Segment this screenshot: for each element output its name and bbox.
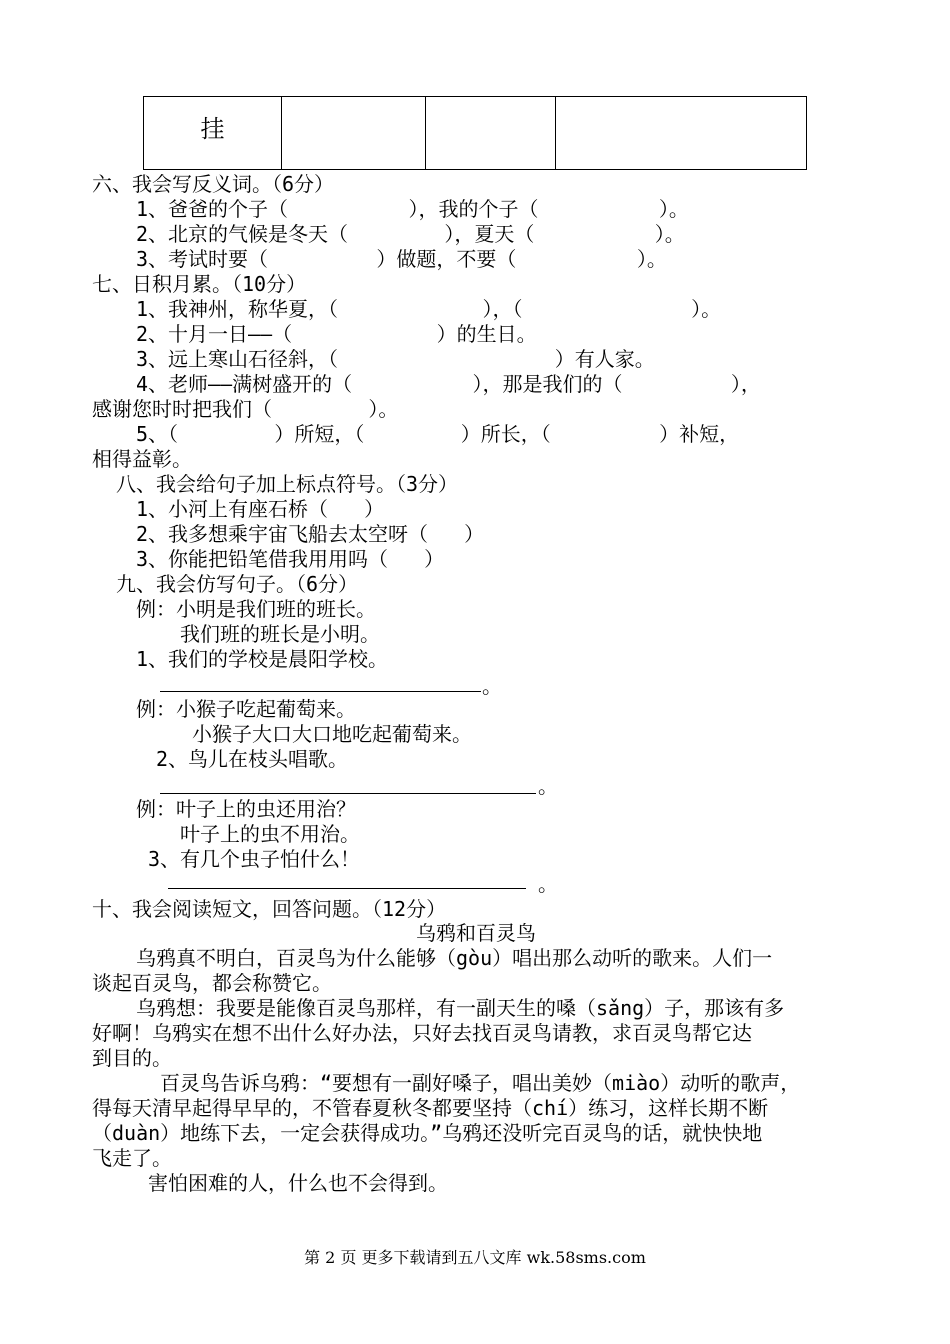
s7-item-5: 5、（ ）所短，（ ）所长，（ ）补短， — [136, 422, 740, 446]
story-p3-cont-1: 得每天清早起得早早的，不管春夏秋冬都要坚持（chí）练习，这样长期不断 — [92, 1096, 769, 1120]
answer-line-2[interactable] — [160, 793, 536, 794]
s7-item-1: 1、我神州，称华夏，（ ），（ ）。 — [136, 297, 722, 321]
story-p3: 百灵鸟告诉乌鸦：“要想有一副好嗓子，唱出美妙（miào）动听的歌声， — [160, 1071, 801, 1095]
s8-item-1: 1、小河上有座石桥（ ） — [136, 497, 385, 521]
s7-item-5-cont: 相得益彰。 — [92, 447, 192, 471]
s9-question-1: 1、我们的学校是晨阳学校。 — [136, 647, 389, 671]
s9-example-3-answer: 叶子上的虫不用治。 — [180, 822, 360, 846]
table-cell — [144, 97, 282, 170]
answer-line-3-period: 。 — [538, 872, 558, 896]
story-p1: 乌鸦真不明白，百灵鸟为什么能够（gòu）唱出那么动听的歌来。人们一 — [136, 946, 773, 970]
s6-item-3: 3、考试时要（ ）做题，不要（ ）。 — [136, 247, 667, 271]
section-6-title: 六、我会写反义词。（6分） — [92, 172, 335, 196]
story-title: 乌鸦和百灵鸟 — [416, 921, 536, 945]
section-9-title: 九、我会仿写句子。（6分） — [116, 572, 359, 596]
table-cell — [556, 97, 807, 170]
s7-item-4-cont: 感谢您时时把我们（ ）。 — [92, 397, 399, 421]
s8-item-2: 2、我多想乘宇宙飞船去太空呀（ ） — [136, 522, 485, 546]
s6-item-1: 1、爸爸的个子（ ），我的个子（ ）。 — [136, 197, 689, 221]
answer-table — [143, 96, 807, 170]
s9-question-2: 2、鸟儿在枝头唱歌。 — [156, 747, 349, 771]
s9-example-2-answer: 小猴子大口大口地吃起葡萄来。 — [192, 722, 472, 746]
s7-item-4: 4、老师——满树盛开的（ ），那是我们的（ ）， — [136, 372, 761, 396]
s9-example-1-answer: 我们班的班长是小明。 — [180, 622, 380, 646]
s7-item-3: 3、远上寒山石径斜，（ ）有人家。 — [136, 347, 655, 371]
table-cell — [282, 97, 426, 170]
page-footer: 第 2 页 更多下载请到五八文库 wk.58sms.com — [304, 1248, 646, 1267]
answer-line-1-period: 。 — [482, 674, 502, 698]
s8-item-3: 3、你能把铅笔借我用用吗（ ） — [136, 547, 445, 571]
answer-line-1[interactable] — [160, 691, 481, 692]
story-p4: 害怕困难的人，什么也不会得到。 — [148, 1171, 448, 1195]
section-7-title: 七、日积月累。（10分） — [92, 272, 307, 296]
answer-line-2-period: 。 — [538, 774, 558, 798]
story-p2-cont-1: 好啊！乌鸦实在想不出什么好办法，只好去找百灵鸟请教，求百灵鸟帮它达 — [92, 1021, 752, 1045]
s9-example-3: 例：叶子上的虫还用治？ — [136, 797, 356, 821]
story-p3-cont-3: 飞走了。 — [92, 1146, 172, 1170]
story-p2-cont-2: 到目的。 — [92, 1046, 172, 1070]
s9-example-2: 例：小猴子吃起葡萄来。 — [136, 697, 356, 721]
s9-example-1: 例：小明是我们班的班长。 — [136, 597, 376, 621]
answer-line-3[interactable] — [168, 888, 526, 889]
story-p3-cont-2: （duàn）地练下去，一定会获得成功。”乌鸦还没听完百灵鸟的话，就快快地 — [92, 1121, 763, 1145]
table-cell — [426, 97, 556, 170]
section-10-title: 十、我会阅读短文，回答问题。（12分） — [92, 897, 447, 921]
table-cell-char: 挂 — [200, 115, 225, 143]
story-p1-cont: 谈起百灵鸟，都会称赞它。 — [92, 971, 332, 995]
section-8-title: 八、我会给句子加上标点符号。（3分） — [116, 472, 459, 496]
s9-question-3: 3、有几个虫子怕什么！ — [148, 847, 361, 871]
story-p2: 乌鸦想：我要是能像百灵鸟那样，有一副天生的嗓（sǎng）子，那该有多 — [136, 996, 785, 1020]
s6-item-2: 2、北京的气候是冬天（ ），夏天（ ）。 — [136, 222, 685, 246]
s7-item-2: 2、十月一日——（ ）的生日。 — [136, 322, 537, 346]
